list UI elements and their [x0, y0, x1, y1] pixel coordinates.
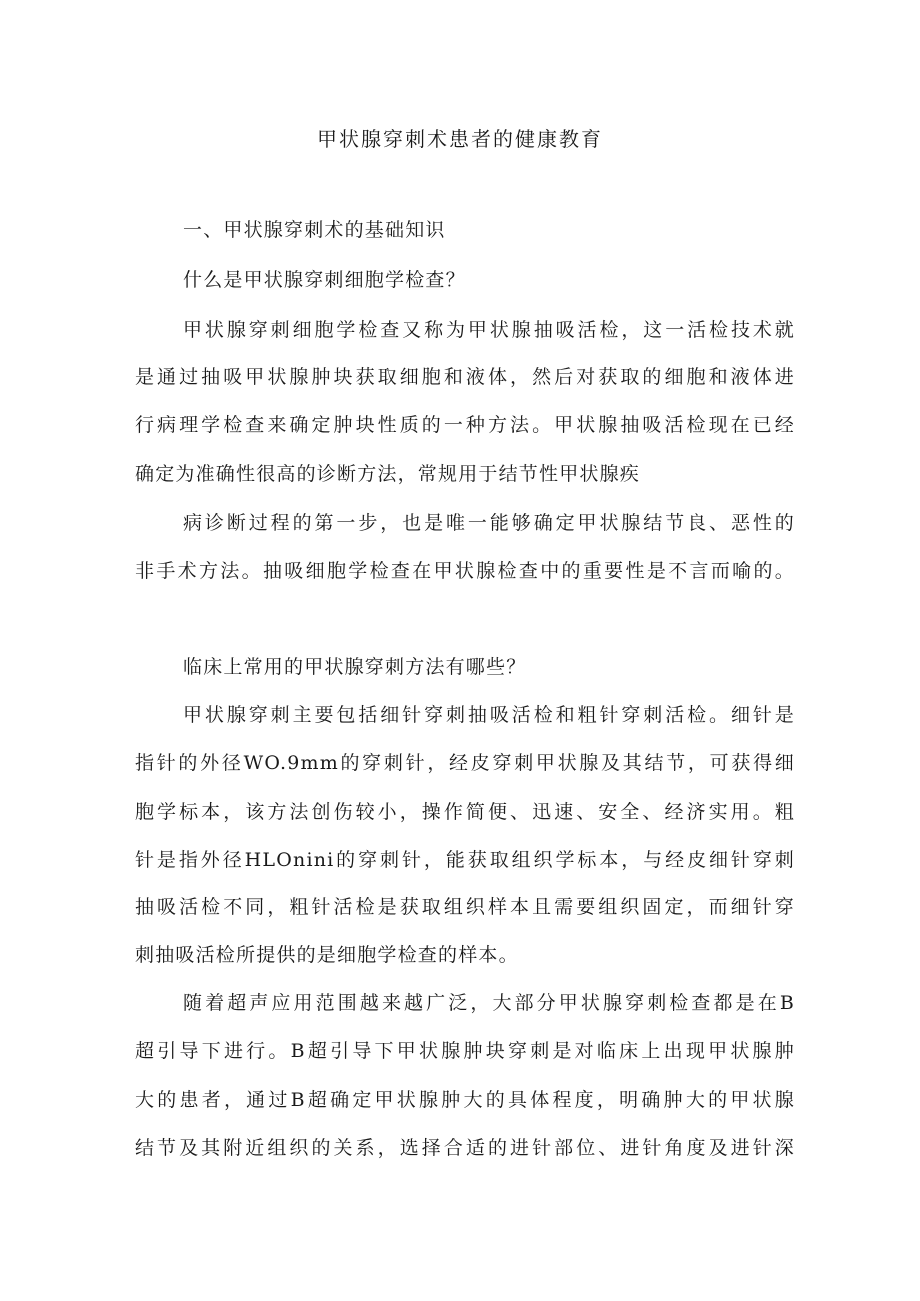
paragraph-line: 是通过抽吸甲状腺肿块获取细胞和液体，然后对获取的细胞和液体进	[135, 366, 795, 388]
paragraph-line: 超引导下进行。B超引导下甲状腺肿块穿刺是对临床上出现甲状腺肿	[135, 1040, 795, 1062]
paragraph-line: 指针的外径WO.9mm的穿刺针，经皮穿刺甲状腺及其结节，可获得细	[135, 752, 795, 774]
paragraph-line: 病诊断过程的第一步，也是唯一能够确定甲状腺结节良、恶性的	[183, 512, 795, 534]
paragraph-line: 刺抽吸活检所提供的是细胞学检查的样本。	[135, 944, 519, 966]
paragraph-line: 非手术方法。抽吸细胞学检查在甲状腺检查中的重要性是不言而喻的。	[135, 560, 795, 582]
section-heading: 一、甲状腺穿刺术的基础知识	[183, 219, 446, 241]
paragraph-line: 胞学标本，该方法创伤较小，操作简便、迅速、安全、经济实用。粗	[135, 801, 795, 823]
paragraph-line: 结节及其附近组织的关系，选择合适的进针部位、进针角度及进针深	[135, 1137, 795, 1159]
question-heading: 临床上常用的甲状腺穿刺方法有哪些？	[183, 656, 527, 678]
paragraph-line: 大的患者，通过B超确定甲状腺肿大的具体程度，明确肿大的甲状腺	[135, 1089, 795, 1111]
paragraph-line: 抽吸活检不同，粗针活检是获取组织样本且需要组织固定，而细针穿	[135, 896, 795, 918]
paragraph-line: 甲状腺穿刺主要包括细针穿刺抽吸活检和粗针穿刺活检。细针是	[183, 704, 795, 726]
paragraph-line: 随着超声应用范围越来越广泛，大部分甲状腺穿刺检查都是在B	[183, 992, 795, 1014]
paragraph-line: 行病理学检查来确定肿块性质的一种方法。甲状腺抽吸活检现在已经	[135, 414, 795, 436]
question-heading: 什么是甲状腺穿刺细胞学检查？	[183, 269, 466, 291]
document-title: 甲状腺穿刺术患者的健康教育	[317, 127, 603, 151]
paragraph-line: 针是指外径HLOnini的穿刺针，能获取组织学标本，与经皮细针穿刺	[135, 849, 795, 871]
paragraph-line: 甲状腺穿刺细胞学检查又称为甲状腺抽吸活检，这一活检技术就	[183, 319, 795, 341]
paragraph-line: 确定为准确性很高的诊断方法，常规用于结节性甲状腺疾	[135, 463, 641, 485]
